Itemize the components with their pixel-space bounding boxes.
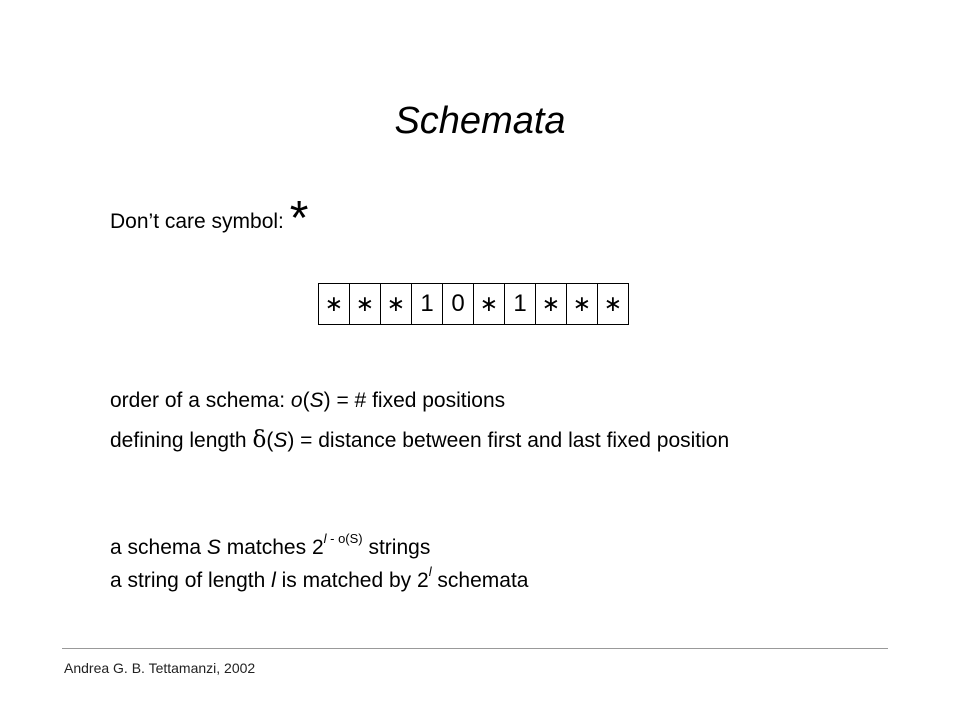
schema-cell: ∗: [381, 284, 412, 324]
delta-symbol: δ: [252, 427, 267, 453]
order-prefix: order of a schema:: [110, 389, 291, 412]
schema-example: [318, 283, 629, 325]
schema-cell: ∗: [319, 284, 350, 324]
defining-length-definition: [110, 427, 729, 453]
matched-middle: is matched by 2: [275, 569, 429, 592]
matched-exp-l: l: [428, 564, 432, 579]
order-s: S: [309, 389, 324, 412]
schema-cell: ∗: [567, 284, 598, 324]
string-matched-line: [110, 564, 529, 593]
matches-middle: matches 2: [220, 536, 324, 559]
defining-length-s: S: [273, 429, 288, 452]
matches-exp-l: l: [323, 531, 327, 546]
order-definition: [110, 389, 505, 413]
defining-length-rest: ) = distance between first and last fixed position: [287, 429, 730, 452]
matches-suffix: strings: [362, 536, 431, 559]
dont-care-symbol: *: [289, 192, 309, 245]
schema-cell: ∗: [350, 284, 381, 324]
schema-cell: ∗: [536, 284, 567, 324]
order-open: (: [302, 389, 310, 412]
matches-prefix: a schema: [110, 536, 207, 559]
schema-cell: ∗: [598, 284, 629, 324]
schema-cell: 1: [505, 284, 536, 324]
matched-suffix: schemata: [431, 569, 529, 592]
schema-matches-line: [110, 531, 431, 560]
matches-s: S: [206, 536, 221, 559]
footer-divider: [62, 648, 888, 649]
order-rest: ) = # fixed positions: [323, 389, 506, 412]
schema-cell: 0: [443, 284, 474, 324]
defining-length-prefix: defining length: [110, 429, 253, 452]
matches-exp-rest: - o(S): [326, 531, 363, 546]
schema-cell: 1: [412, 284, 443, 324]
defining-length-open: (: [266, 429, 274, 452]
matched-prefix: a string of length: [110, 569, 272, 592]
matched-l: l: [271, 569, 276, 592]
slide-title: Schemata: [394, 100, 566, 142]
footer-author: Andrea G. B. Tettamanzi, 2002: [64, 660, 256, 676]
schema-cell: ∗: [474, 284, 505, 324]
dont-care-label: Don’t care symbol:: [110, 210, 284, 233]
matched-exponent: [429, 564, 432, 579]
dont-care-line: [110, 192, 309, 245]
order-o: o: [290, 389, 303, 412]
matches-exponent: [324, 531, 363, 546]
